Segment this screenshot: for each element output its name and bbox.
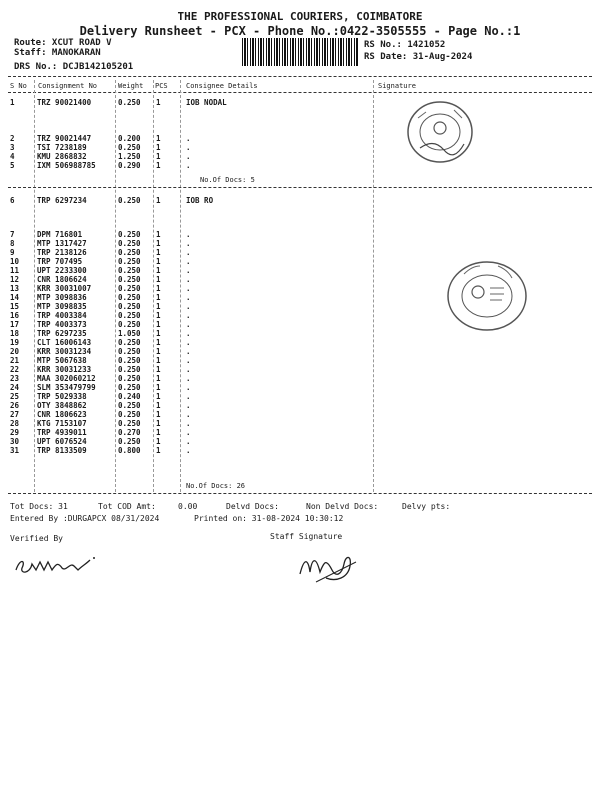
drs-number: DRS No.: DCJB142105201 — [14, 62, 134, 72]
consignment-number: MAA 302060212 — [37, 374, 96, 383]
consignment-number: MTP 3098836 — [37, 293, 87, 302]
pieces-count: 1 — [156, 257, 161, 266]
pieces-count: 1 — [156, 374, 161, 383]
weight-value: 0.250 — [118, 196, 141, 205]
serial-number: 25 — [10, 392, 20, 401]
weight-value: 0.250 — [118, 266, 141, 275]
pieces-count: 1 — [156, 311, 161, 320]
consignment-number: TRP 4003373 — [37, 320, 87, 329]
staff-signature — [296, 544, 366, 584]
consignment-number: CLT 16006143 — [37, 338, 92, 347]
serial-number: 2 — [10, 134, 15, 143]
weight-value: 1.050 — [118, 329, 141, 338]
consignment-number: TRP 6297234 — [37, 196, 87, 205]
consignee-details: . — [186, 275, 191, 284]
consignment-number: UPT 6076524 — [37, 437, 87, 446]
pieces-count: 1 — [156, 266, 161, 275]
consignment-number: TRP 4939011 — [37, 428, 87, 437]
serial-number: 24 — [10, 383, 20, 392]
total-docs: Tot Docs: 31 — [10, 502, 68, 511]
verifier-signature — [12, 548, 102, 578]
col-sno: S No — [10, 82, 27, 90]
consignment-number: TRP 2138126 — [37, 248, 87, 257]
pieces-count: 1 — [156, 152, 161, 161]
pieces-count: 1 — [156, 161, 161, 170]
consignee-details: IOB NODAL — [186, 98, 227, 107]
table-row — [0, 365, 600, 374]
weight-value: 0.250 — [118, 284, 141, 293]
serial-number: 26 — [10, 401, 20, 410]
table-row — [0, 338, 600, 347]
table-row — [0, 230, 600, 239]
col-signature: Signature — [378, 82, 416, 90]
pieces-count: 1 — [156, 302, 161, 311]
serial-number: 31 — [10, 446, 20, 455]
pieces-count: 1 — [156, 248, 161, 257]
consignee-details: . — [186, 152, 191, 161]
document-subtitle: Delivery Runsheet - PCX - Phone No.:0422-3505555 - Page No.:1 — [79, 24, 521, 38]
weight-value: 0.250 — [118, 293, 141, 302]
pieces-count: 1 — [156, 320, 161, 329]
consignee-details: . — [186, 266, 191, 275]
group-docs-count: No.Of Docs: 26 — [186, 482, 246, 490]
consignee-details: . — [186, 410, 191, 419]
serial-number: 6 — [10, 196, 15, 205]
weight-value: 0.250 — [118, 374, 141, 383]
table-row — [0, 134, 600, 143]
col-pcs: PCS — [155, 82, 168, 90]
serial-number: 11 — [10, 266, 20, 275]
serial-number: 21 — [10, 356, 20, 365]
serial-number: 20 — [10, 347, 20, 356]
pieces-count: 1 — [156, 98, 161, 107]
total-cod-value: 0.00 — [178, 502, 198, 511]
col-weight: Weight — [118, 82, 144, 90]
pieces-count: 1 — [156, 410, 161, 419]
delivery-points: Delvy pts: — [402, 502, 451, 511]
consignee-details: . — [186, 248, 191, 257]
serial-number: 13 — [10, 284, 20, 293]
weight-value: 1.250 — [118, 152, 141, 161]
consignee-details: . — [186, 365, 191, 374]
weight-value: 0.250 — [118, 311, 141, 320]
regional-office-stamp — [444, 258, 530, 334]
serial-number: 16 — [10, 311, 20, 320]
weight-value: 0.250 — [118, 356, 141, 365]
table-row — [0, 152, 600, 161]
table-row — [0, 437, 600, 446]
serial-number: 5 — [10, 161, 15, 170]
col-consignment: Consignment No — [38, 82, 98, 90]
consignment-number: TRP 6297235 — [37, 329, 87, 338]
table-row — [0, 401, 600, 410]
document-title: THE PROFESSIONAL COURIERS, COIMBATORE — [177, 10, 423, 23]
serial-number: 23 — [10, 374, 20, 383]
pieces-count: 1 — [156, 356, 161, 365]
table-row — [0, 161, 600, 170]
weight-value: 0.250 — [118, 338, 141, 347]
serial-number: 10 — [10, 257, 20, 266]
serial-number: 18 — [10, 329, 20, 338]
consignee-details: . — [186, 401, 191, 410]
consignment-number: KRR 30031234 — [37, 347, 92, 356]
consignee-details: . — [186, 374, 191, 383]
consignment-number: DPM 716801 — [37, 230, 83, 239]
pieces-count: 1 — [156, 293, 161, 302]
serial-number: 15 — [10, 302, 20, 311]
divider — [8, 76, 592, 77]
weight-value: 0.250 — [118, 347, 141, 356]
consignee-details: . — [186, 347, 191, 356]
consignment-number: KMU 2868832 — [37, 152, 87, 161]
consignee-details: . — [186, 302, 191, 311]
consignment-number: TRP 4003384 — [37, 311, 87, 320]
weight-value: 0.250 — [118, 410, 141, 419]
consignment-number: MTP 5067638 — [37, 356, 87, 365]
pieces-count: 1 — [156, 392, 161, 401]
consignment-number: CNR 1806623 — [37, 410, 87, 419]
table-row — [0, 383, 600, 392]
pieces-count: 1 — [156, 338, 161, 347]
table-row — [0, 143, 600, 152]
serial-number: 9 — [10, 248, 15, 257]
table-row — [0, 446, 600, 455]
pieces-count: 1 — [156, 365, 161, 374]
consignee-details: . — [186, 356, 191, 365]
non-delivered-docs: Non Delvd Docs: — [306, 502, 379, 511]
consignment-number: OTY 3848862 — [37, 401, 87, 410]
weight-value: 0.250 — [118, 275, 141, 284]
pieces-count: 1 — [156, 284, 161, 293]
consignment-number: TRZ 90021400 — [37, 98, 92, 107]
rs-number: RS No.: 1421052 — [364, 40, 446, 50]
consignment-number: MTP 3098835 — [37, 302, 87, 311]
consignment-number: KRR 30031233 — [37, 365, 92, 374]
consignee-details: . — [186, 293, 191, 302]
pieces-count: 1 — [156, 230, 161, 239]
consignee-details: . — [186, 419, 191, 428]
table-row — [0, 419, 600, 428]
barcode — [242, 38, 358, 66]
table-row — [0, 248, 600, 257]
weight-value: 0.250 — [118, 320, 141, 329]
weight-value: 0.250 — [118, 401, 141, 410]
total-cod-label: Tot COD Amt: — [98, 502, 156, 511]
consignee-details: IOB RO — [186, 196, 214, 205]
weight-value: 0.250 — [118, 419, 141, 428]
weight-value: 0.250 — [118, 437, 141, 446]
weight-value: 0.240 — [118, 392, 141, 401]
verified-by-label: Verified By — [10, 534, 63, 543]
consignee-details: . — [186, 143, 191, 152]
consignment-number: TRP 5029338 — [37, 392, 87, 401]
serial-number: 4 — [10, 152, 15, 161]
table-row — [0, 392, 600, 401]
weight-value: 0.250 — [118, 239, 141, 248]
table-row — [0, 98, 600, 107]
consignee-details: . — [186, 239, 191, 248]
table-row — [0, 196, 600, 205]
consignee-details: . — [186, 329, 191, 338]
pieces-count: 1 — [156, 347, 161, 356]
pieces-count: 1 — [156, 275, 161, 284]
serial-number: 19 — [10, 338, 20, 347]
consignee-details: . — [186, 311, 191, 320]
weight-value: 0.250 — [118, 248, 141, 257]
serial-number: 12 — [10, 275, 20, 284]
table-row — [0, 356, 600, 365]
table-row — [0, 347, 600, 356]
consignee-details: . — [186, 428, 191, 437]
pieces-count: 1 — [156, 134, 161, 143]
entered-by: Entered By :DURGAPCX 08/31/2024 — [10, 514, 160, 523]
consignee-details: . — [186, 257, 191, 266]
pieces-count: 1 — [156, 383, 161, 392]
serial-number: 27 — [10, 410, 20, 419]
consignment-number: TRP 707495 — [37, 257, 83, 266]
table-row — [0, 239, 600, 248]
consignee-details: . — [186, 446, 191, 455]
serial-number: 22 — [10, 365, 20, 374]
divider — [8, 92, 592, 93]
group-divider — [8, 187, 592, 188]
consignment-number: IXM 506988785 — [37, 161, 96, 170]
consignment-number: TRP 8133509 — [37, 446, 87, 455]
pieces-count: 1 — [156, 239, 161, 248]
weight-value: 0.250 — [118, 365, 141, 374]
table-row — [0, 374, 600, 383]
consignment-number: TSI 7238189 — [37, 143, 87, 152]
consignee-details: . — [186, 161, 191, 170]
serial-number: 28 — [10, 419, 20, 428]
pieces-count: 1 — [156, 401, 161, 410]
consignee-details: . — [186, 392, 191, 401]
serial-number: 29 — [10, 428, 20, 437]
pieces-count: 1 — [156, 428, 161, 437]
consignment-number: TRZ 90021447 — [37, 134, 92, 143]
pieces-count: 1 — [156, 419, 161, 428]
table-row — [0, 428, 600, 437]
bank-stamp — [404, 98, 476, 166]
col-consignee: Consignee Details — [186, 82, 258, 90]
rs-date: RS Date: 31-Aug-2024 — [364, 52, 473, 62]
consignee-details: . — [186, 134, 191, 143]
weight-value: 0.270 — [118, 428, 141, 437]
staff-label: Staff: MANOKARAN — [14, 48, 101, 58]
weight-value: 0.250 — [118, 302, 141, 311]
consignment-number: KTG 7153107 — [37, 419, 87, 428]
consignment-number: MTP 1317427 — [37, 239, 87, 248]
serial-number: 17 — [10, 320, 20, 329]
consignment-number: SLM 353479799 — [37, 383, 96, 392]
divider — [8, 493, 592, 494]
group-docs-count: No.Of Docs: 5 — [200, 176, 255, 184]
consignment-number: UPT 2233300 — [37, 266, 87, 275]
serial-number: 3 — [10, 143, 15, 152]
pieces-count: 1 — [156, 437, 161, 446]
weight-value: 0.250 — [118, 98, 141, 107]
pieces-count: 1 — [156, 143, 161, 152]
serial-number: 8 — [10, 239, 15, 248]
consignee-details: . — [186, 320, 191, 329]
route-label: Route: XCUT ROAD V — [14, 38, 112, 48]
staff-signature-label: Staff Signature — [270, 532, 343, 541]
weight-value: 0.250 — [118, 143, 141, 152]
weight-value: 0.250 — [118, 257, 141, 266]
weight-value: 0.200 — [118, 134, 141, 143]
consignee-details: . — [186, 284, 191, 293]
consignee-details: . — [186, 338, 191, 347]
weight-value: 0.250 — [118, 383, 141, 392]
consignment-number: KRR 30031007 — [37, 284, 92, 293]
consignee-details: . — [186, 383, 191, 392]
weight-value: 0.290 — [118, 161, 141, 170]
pieces-count: 1 — [156, 446, 161, 455]
serial-number: 14 — [10, 293, 20, 302]
delivered-docs: Delvd Docs: — [226, 502, 279, 511]
serial-number: 7 — [10, 230, 15, 239]
printed-on: Printed on: 31-08-2024 10:30:12 — [194, 514, 344, 523]
weight-value: 0.250 — [118, 230, 141, 239]
table-row — [0, 410, 600, 419]
weight-value: 0.800 — [118, 446, 141, 455]
pieces-count: 1 — [156, 196, 161, 205]
consignee-details: . — [186, 437, 191, 446]
serial-number: 30 — [10, 437, 20, 446]
consignee-details: . — [186, 230, 191, 239]
pieces-count: 1 — [156, 329, 161, 338]
consignment-number: CNR 1806624 — [37, 275, 87, 284]
serial-number: 1 — [10, 98, 15, 107]
